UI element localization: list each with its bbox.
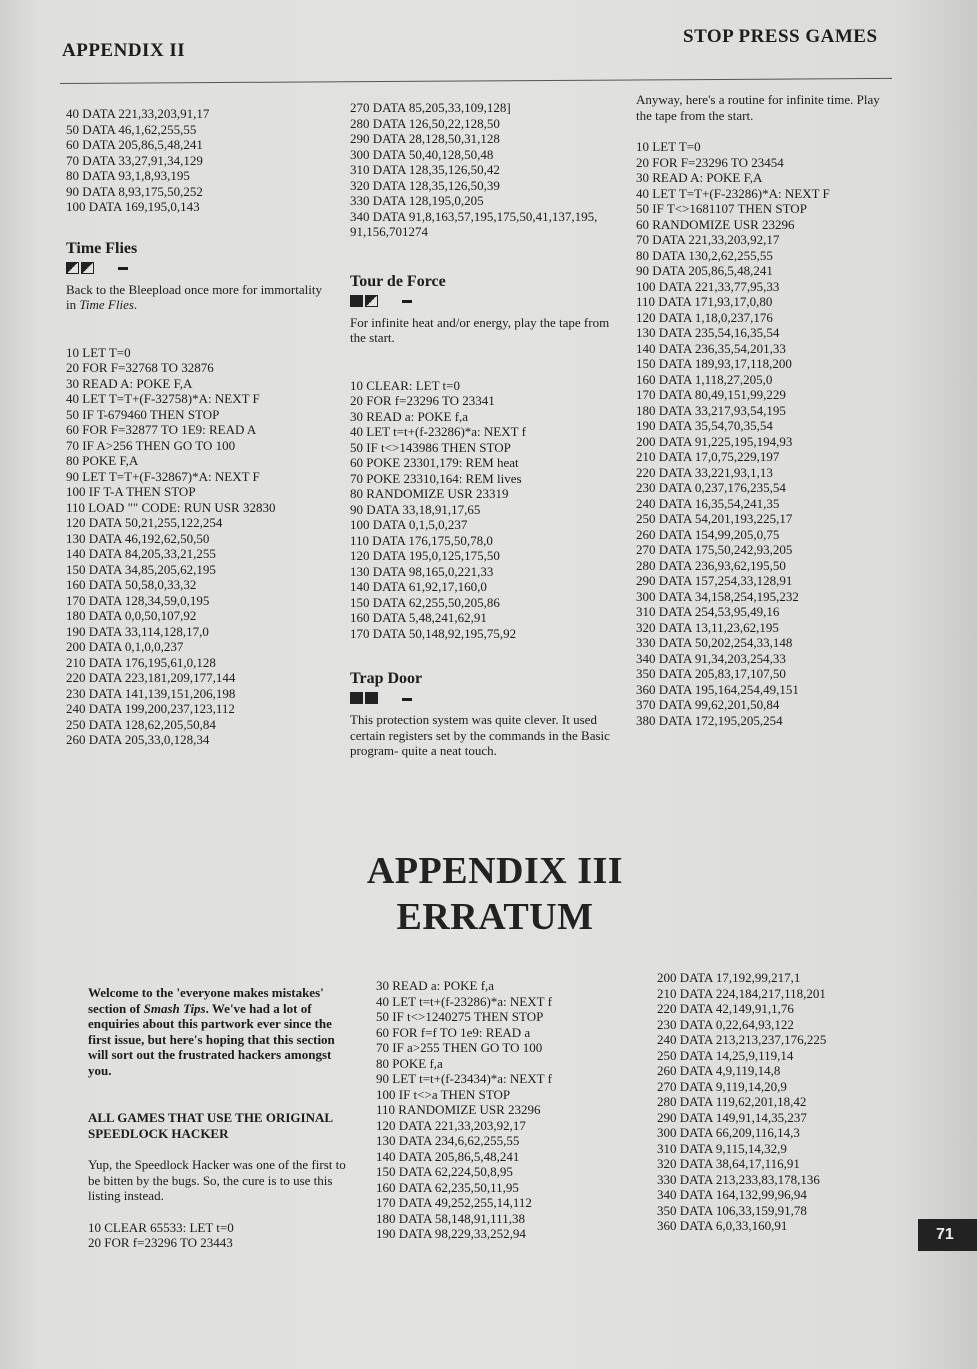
spectrum-icon bbox=[350, 295, 363, 307]
code-line: 10 LET T=0 bbox=[66, 344, 131, 360]
code-line: 90 LET T=T+(F-32867)*A: NEXT F bbox=[66, 468, 260, 484]
column-2 bbox=[350, 100, 620, 775]
code-line: 100 DATA 221,33,77,95,33 bbox=[636, 278, 780, 294]
code-line: 250 DATA 54,201,193,225,17 bbox=[636, 511, 793, 526]
code-line: 30 READ A: POKE F,A bbox=[66, 375, 193, 391]
code-line: 50 IF T-679460 THEN STOP bbox=[66, 406, 220, 422]
code-line: 170 DATA 128,34,59,0,195 bbox=[66, 592, 210, 608]
erratum-intro: Welcome to the 'everyone makes mistakes' section of Smash Tips. We've had a lot of enquiries about this partwork ever since the first issue, but here's hoping that this section will sort out the frustrated hackers amongst you. bbox=[88, 985, 335, 1078]
code-line: 290 DATA 28,128,50,31,128 bbox=[350, 131, 500, 146]
code-line: 270 DATA 85,205,33,109,128] bbox=[350, 100, 511, 115]
code-line: 70 IF A>256 THEN GO TO 100 bbox=[66, 437, 236, 453]
code-line: 50 DATA 46,1,62,255,55 bbox=[66, 121, 197, 137]
code-line: 240 DATA 213,213,237,176,225 bbox=[657, 1032, 827, 1047]
code-line: 200 DATA 91,225,195,194,93 bbox=[636, 433, 793, 449]
code-line: 80 POKE f,a bbox=[376, 1055, 443, 1071]
code-line: 20 FOR F=23296 TO 23454 bbox=[636, 154, 784, 170]
code-line: 230 DATA 0,237,176,235,54 bbox=[636, 480, 786, 495]
code-line: 180 DATA 0,0,50,107,92 bbox=[66, 608, 197, 623]
code-line: 60 DATA 205,86,5,48,241 bbox=[66, 137, 203, 152]
code-line: 220 DATA 33,221,93,1,13 bbox=[636, 464, 773, 480]
code-line: 250 DATA 128,62,205,50,84 bbox=[66, 716, 216, 732]
code-line: 140 DATA 236,35,54,201,33 bbox=[636, 340, 786, 356]
code-line: 340 DATA 91,34,203,254,33 bbox=[636, 650, 786, 666]
code-line: 80 DATA 93,1,8,93,195 bbox=[66, 168, 190, 183]
code-line: 150 DATA 34,85,205,62,195 bbox=[66, 561, 216, 577]
code-line: 60 RANDOMIZE USR 23296 bbox=[636, 216, 795, 232]
code-line: 210 DATA 224,184,217,118,201 bbox=[657, 985, 826, 1001]
code-line: 170 DATA 80,49,151,99,229 bbox=[636, 387, 786, 402]
code-line: 20 FOR F=32768 TO 32876 bbox=[66, 360, 214, 375]
code-line: 100 IF t<>a THEN STOP bbox=[376, 1086, 511, 1102]
code-line: 220 DATA 223,181,209,177,144 bbox=[66, 670, 236, 685]
code-line: 91,156,701274 bbox=[350, 224, 428, 239]
code-line: 40 LET T=T+(F-32758)*A: NEXT F bbox=[66, 391, 260, 406]
code-line: 270 DATA 9,119,14,20,9 bbox=[657, 1078, 787, 1094]
code-line: 230 DATA 141,139,151,206,198 bbox=[66, 685, 236, 701]
code-line: 90 DATA 33,18,91,17,65 bbox=[350, 501, 481, 517]
code-line: 50 IF t<>1240275 THEN STOP bbox=[376, 1009, 544, 1024]
code-line: 350 DATA 106,33,159,91,78 bbox=[657, 1202, 807, 1218]
code-line: 60 FOR F=32877 TO 1E9: READ A bbox=[66, 422, 257, 437]
code-line: 100 DATA 0,1,5,0,237 bbox=[350, 517, 468, 532]
code-line: 160 DATA 50,58,0,33,32 bbox=[66, 577, 197, 592]
joystick-icon bbox=[81, 262, 94, 274]
section-header: APPENDIX II bbox=[62, 40, 186, 61]
listing-block bbox=[88, 1220, 346, 1251]
code-line: 100 DATA 169,195,0,143 bbox=[66, 199, 200, 214]
code-line: 70 POKE 23310,164: REM lives bbox=[350, 470, 522, 486]
code-line: 320 DATA 38,64,17,116,91 bbox=[657, 1156, 800, 1171]
code-line: 120 DATA 221,33,203,92,17 bbox=[376, 1117, 526, 1133]
code-line: 200 DATA 17,192,99,217,1 bbox=[657, 970, 801, 985]
code-line: 80 DATA 130,2,62,255,55 bbox=[636, 247, 773, 263]
code-line: 230 DATA 0,22,64,93,122 bbox=[657, 1016, 794, 1032]
listing-block bbox=[66, 345, 326, 748]
code-line: 60 POKE 23301,179: REM heat bbox=[350, 455, 519, 470]
code-line: 190 DATA 33,114,128,17,0 bbox=[66, 623, 209, 639]
listing-block bbox=[350, 378, 620, 642]
code-line: 260 DATA 205,33,0,128,34 bbox=[66, 732, 210, 747]
tape-icon: ▬ bbox=[118, 262, 128, 273]
code-line: 120 DATA 195,0,125,175,50 bbox=[350, 548, 500, 563]
infinite-time-intro: Anyway, here's a routine for infinite time. Play the tape from the start. bbox=[636, 92, 880, 123]
game-icons bbox=[350, 691, 620, 707]
code-line: 10 CLEAR 65533: LET t=0 bbox=[88, 1219, 234, 1235]
tour-title: Tour de Force bbox=[350, 272, 446, 290]
code-line: 310 DATA 9,115,14,32,9 bbox=[657, 1140, 787, 1156]
bottom-column-3 bbox=[657, 970, 907, 1234]
bottom-column-1 bbox=[88, 985, 346, 1251]
time-flies-text: Back to the Bleepload once more for immortality in Time Flies. bbox=[66, 281, 322, 312]
code-line: 290 DATA 149,91,14,35,237 bbox=[657, 1109, 807, 1125]
code-line: 190 DATA 35,54,70,35,54 bbox=[636, 418, 773, 433]
erratum-title: ERRATUM bbox=[396, 896, 594, 938]
code-line: 50 IF T<>1681107 THEN STOP bbox=[636, 201, 807, 216]
code-line: 20 FOR f=23296 TO 23443 bbox=[88, 1235, 233, 1250]
code-line: 220 DATA 42,149,91,1,76 bbox=[657, 1001, 794, 1016]
code-line: 250 DATA 14,25,9,119,14 bbox=[657, 1047, 794, 1063]
code-line: 130 DATA 46,192,62,50,50 bbox=[66, 530, 210, 546]
code-line: 210 DATA 176,195,61,0,128 bbox=[66, 654, 216, 670]
code-line: 90 DATA 205,86,5,48,241 bbox=[636, 263, 773, 278]
code-line: 20 FOR f=23296 TO 23341 bbox=[350, 393, 495, 408]
header-rule bbox=[60, 78, 892, 84]
code-line: 40 LET t=t+(f-23286)*a: NEXT f bbox=[376, 993, 552, 1009]
code-line: 10 CLEAR: LET t=0 bbox=[350, 377, 461, 393]
code-line: 210 DATA 17,0,75,229,197 bbox=[636, 449, 780, 464]
code-line: 280 DATA 126,50,22,128,50 bbox=[350, 115, 500, 131]
code-line: 290 DATA 157,254,33,128,91 bbox=[636, 573, 793, 588]
code-line: 360 DATA 6,0,33,160,91 bbox=[657, 1218, 788, 1233]
code-line: 320 DATA 13,11,23,62,195 bbox=[636, 619, 779, 635]
listing-block bbox=[350, 100, 620, 240]
code-line: 140 DATA 61,92,17,160,0 bbox=[350, 579, 487, 594]
code-line: 200 DATA 0,1,0,0,237 bbox=[66, 639, 184, 654]
time-flies-title: Time Flies bbox=[66, 239, 138, 257]
speedlock-text: Yup, the Speedlock Hacker was one of the first to be bitten by the bugs. So, the cure is to use this listing instead. bbox=[88, 1157, 346, 1203]
tour-text: For infinite heat and/or energy, play the tape from the start. bbox=[350, 314, 610, 345]
code-line: 260 DATA 154,99,205,0,75 bbox=[636, 526, 780, 542]
code-line: 50 IF t<>143986 THEN STOP bbox=[350, 439, 511, 455]
game-icons bbox=[66, 260, 326, 276]
trap-text: This protection system was quite clever. It used certain registers set by the commands in the Basic program- quite a neat touch. bbox=[350, 712, 610, 758]
code-line: 370 DATA 99,62,201,50,84 bbox=[636, 697, 780, 712]
code-line: 70 IF a>255 THEN GO TO 100 bbox=[376, 1040, 543, 1055]
code-line: 310 DATA 254,53,95,49,16 bbox=[636, 604, 780, 619]
listing-block bbox=[636, 139, 886, 728]
code-line: 40 LET t=t+(f-23286)*a: NEXT f bbox=[350, 424, 526, 439]
code-line: 300 DATA 34,158,254,195,232 bbox=[636, 588, 799, 604]
listing-block bbox=[376, 978, 626, 1242]
code-line: 140 DATA 84,205,33,21,255 bbox=[66, 546, 216, 561]
code-line: 90 DATA 8,93,175,50,252 bbox=[66, 183, 203, 199]
spectrum-icon bbox=[350, 692, 363, 704]
code-line: 300 DATA 50,40,128,50,48 bbox=[350, 146, 494, 162]
code-line: 340 DATA 164,132,99,96,94 bbox=[657, 1187, 807, 1202]
code-line: 190 DATA 98,229,33,252,94 bbox=[376, 1226, 526, 1241]
code-line: 160 DATA 1,118,27,205,0 bbox=[636, 371, 773, 387]
code-line: 240 DATA 199,200,237,123,112 bbox=[66, 701, 235, 716]
code-line: 280 DATA 119,62,201,18,42 bbox=[657, 1094, 807, 1109]
code-line: 150 DATA 62,224,50,8,95 bbox=[376, 1164, 513, 1179]
speedlock-subhead: ALL GAMES THAT USE THE ORIGINAL SPEEDLOCK HACKER bbox=[88, 1110, 333, 1141]
code-line: 180 DATA 58,148,91,111,38 bbox=[376, 1210, 525, 1226]
trap-title: Trap Door bbox=[350, 670, 423, 687]
code-line: 40 DATA 221,33,203,91,17 bbox=[66, 106, 210, 121]
code-line: 260 DATA 4,9,119,14,8 bbox=[657, 1063, 781, 1078]
appendix-3-title: APPENDIX III bbox=[366, 850, 624, 892]
tape-icon: ▬ bbox=[402, 692, 412, 704]
code-line: 150 DATA 189,93,17,118,200 bbox=[636, 356, 792, 371]
code-line: 350 DATA 205,83,17,107,50 bbox=[636, 666, 786, 681]
code-line: 300 DATA 66,209,116,14,3 bbox=[657, 1125, 800, 1140]
code-line: 120 DATA 1,18,0,237,176 bbox=[636, 309, 773, 325]
code-line: 110 RANDOMIZE USR 23296 bbox=[376, 1102, 541, 1117]
code-line: 320 DATA 128,35,126,50,39 bbox=[350, 177, 500, 193]
code-line: 330 DATA 213,233,83,178,136 bbox=[657, 1171, 820, 1187]
code-line: 170 DATA 49,252,255,14,112 bbox=[376, 1195, 532, 1210]
bottom-column-2 bbox=[376, 978, 626, 1242]
code-line: 180 DATA 33,217,93,54,195 bbox=[636, 402, 786, 418]
code-line: 360 DATA 195,164,254,49,151 bbox=[636, 681, 799, 697]
page-number: 71 bbox=[918, 1219, 977, 1251]
code-line: 340 DATA 91,8,163,57,195,175,50,41,137,195, bbox=[350, 208, 598, 224]
joystick-icon bbox=[365, 295, 378, 307]
code-line: 120 DATA 50,21,255,122,254 bbox=[66, 515, 223, 530]
tape-icon: ▬ bbox=[402, 295, 412, 306]
game-icons bbox=[350, 293, 620, 309]
code-line: 60 FOR f=f TO 1e9: READ a bbox=[376, 1024, 531, 1040]
code-line: 40 LET T=T+(F-23286)*A: NEXT F bbox=[636, 185, 830, 201]
code-line: 270 DATA 175,50,242,93,205 bbox=[636, 542, 793, 557]
code-line: 110 DATA 171,93,17,0,80 bbox=[636, 294, 773, 309]
code-line: 30 READ a: POKE f,a bbox=[350, 408, 469, 424]
code-line: 100 IF T-A THEN STOP bbox=[66, 484, 196, 499]
code-line: 90 LET t=t+(f-23434)*a: NEXT f bbox=[376, 1071, 552, 1086]
code-line: 150 DATA 62,255,50,205,86 bbox=[350, 594, 500, 610]
code-line: 80 RANDOMIZE USR 23319 bbox=[350, 486, 509, 501]
code-line: 130 DATA 98,165,0,221,33 bbox=[350, 563, 494, 579]
code-line: 70 DATA 33,27,91,34,129 bbox=[66, 152, 203, 168]
code-line: 160 DATA 62,235,50,11,95 bbox=[376, 1179, 519, 1195]
code-line: 160 DATA 5,48,241,62,91 bbox=[350, 610, 487, 625]
code-line: 170 DATA 50,148,92,195,75,92 bbox=[350, 625, 517, 641]
code-line: 330 DATA 50,202,254,33,148 bbox=[636, 635, 793, 650]
publisher-header: STOP PRESS GAMES bbox=[683, 26, 878, 47]
spectrum-icon bbox=[66, 262, 79, 274]
code-line: 30 READ a: POKE f,a bbox=[376, 978, 495, 993]
listing-block bbox=[657, 970, 907, 1234]
code-line: 130 DATA 234,6,62,255,55 bbox=[376, 1133, 520, 1148]
code-line: 110 DATA 176,175,50,78,0 bbox=[350, 532, 493, 548]
code-line: 240 DATA 16,35,54,241,35 bbox=[636, 495, 780, 511]
code-line: 310 DATA 128,35,126,50,42 bbox=[350, 162, 500, 177]
code-line: 70 DATA 221,33,203,92,17 bbox=[636, 232, 780, 247]
column-1 bbox=[66, 106, 326, 748]
code-line: 380 DATA 172,195,205,254 bbox=[636, 712, 783, 728]
code-line: 30 READ A: POKE F,A bbox=[636, 170, 763, 185]
code-line: 10 LET T=0 bbox=[636, 139, 701, 154]
column-3 bbox=[636, 92, 886, 728]
code-line: 110 LOAD "" CODE: RUN USR 32830 bbox=[66, 499, 276, 515]
joystick-icon bbox=[365, 692, 378, 704]
listing-block bbox=[66, 106, 326, 215]
code-line: 130 DATA 235,54,16,35,54 bbox=[636, 325, 780, 340]
code-line: 80 POKE F,A bbox=[66, 453, 139, 468]
code-line: 140 DATA 205,86,5,48,241 bbox=[376, 1148, 520, 1164]
code-line: 330 DATA 128,195,0,205 bbox=[350, 193, 484, 208]
code-line: 280 DATA 236,93,62,195,50 bbox=[636, 557, 786, 573]
